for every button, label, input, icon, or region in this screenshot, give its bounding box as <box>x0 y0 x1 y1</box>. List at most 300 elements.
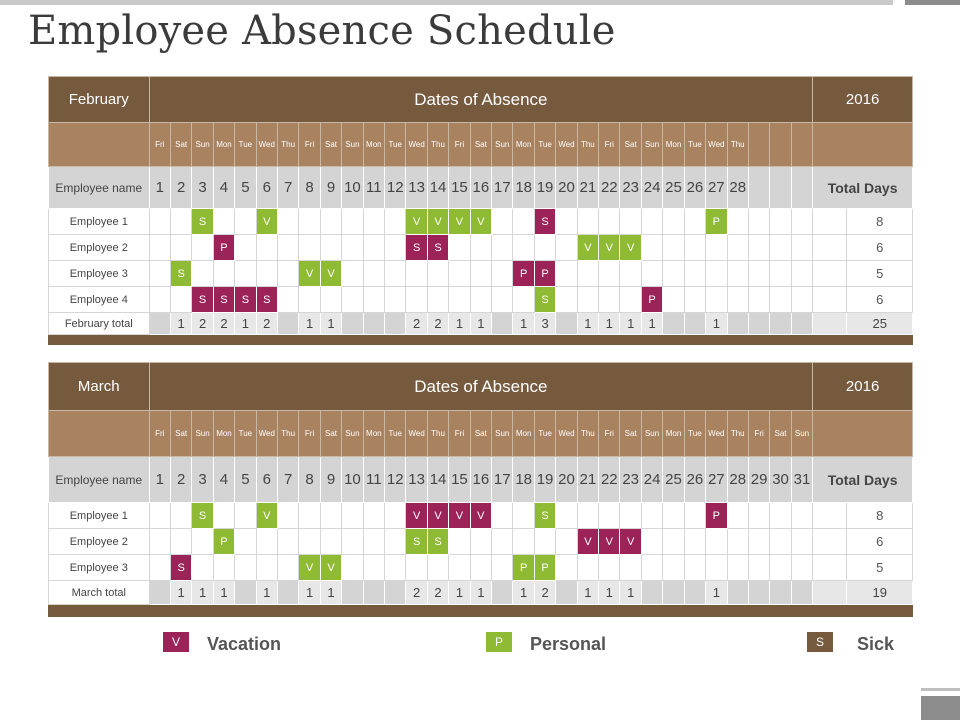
day-number: 21 <box>577 167 598 209</box>
vacation-legend-label: Vacation <box>207 634 282 654</box>
absence-mark[interactable]: V <box>320 555 341 581</box>
absence-mark[interactable]: V <box>470 209 491 235</box>
day-number: 18 <box>513 167 534 209</box>
absence-cell[interactable] <box>170 503 191 529</box>
absence-mark[interactable]: S <box>235 287 256 313</box>
weekday-cell: Wed <box>256 123 277 167</box>
absence-cell[interactable] <box>363 503 384 529</box>
absence-cell[interactable] <box>663 287 684 313</box>
absence-cell[interactable] <box>427 261 448 287</box>
weekday-cell: Sat <box>470 123 491 167</box>
employee-row <box>49 287 913 313</box>
absence-cell[interactable] <box>791 261 813 287</box>
row-spacer <box>813 313 847 335</box>
absence-mark[interactable]: V <box>427 209 448 235</box>
absence-cell[interactable] <box>706 555 727 581</box>
absence-cell[interactable] <box>342 529 363 555</box>
absence-cell[interactable] <box>299 529 320 555</box>
absence-cell[interactable] <box>320 235 341 261</box>
absence-cell[interactable] <box>492 529 513 555</box>
absence-mark[interactable]: P <box>641 287 662 313</box>
absence-cell[interactable] <box>213 209 234 235</box>
absence-cell[interactable] <box>513 209 534 235</box>
absence-cell[interactable] <box>706 287 727 313</box>
absence-cell[interactable] <box>663 261 684 287</box>
absence-mark[interactable]: V <box>256 209 277 235</box>
absence-mark[interactable]: V <box>449 209 470 235</box>
absence-cell[interactable] <box>556 529 577 555</box>
absence-cell[interactable] <box>149 261 170 287</box>
absence-cell[interactable] <box>791 287 813 313</box>
absence-cell[interactable] <box>791 235 813 261</box>
day-number: 5 <box>235 457 256 503</box>
absence-mark[interactable]: P <box>213 529 234 555</box>
weekday-cell: Mon <box>513 123 534 167</box>
absence-cell[interactable] <box>342 287 363 313</box>
absence-cell[interactable] <box>470 287 491 313</box>
absence-cell[interactable] <box>256 235 277 261</box>
absence-cell[interactable] <box>492 261 513 287</box>
day-total: 1 <box>470 313 491 335</box>
absence-mark[interactable]: V <box>620 235 641 261</box>
absence-mark[interactable]: P <box>513 555 534 581</box>
absence-mark[interactable]: P <box>706 209 727 235</box>
absence-cell[interactable] <box>277 555 298 581</box>
absence-cell[interactable] <box>256 555 277 581</box>
absence-cell[interactable] <box>320 209 341 235</box>
absence-cell[interactable] <box>363 235 384 261</box>
absence-cell[interactable] <box>770 555 791 581</box>
absence-cell[interactable] <box>577 261 598 287</box>
absence-cell[interactable] <box>770 235 791 261</box>
day-number: 19 <box>534 167 555 209</box>
day-total <box>748 581 769 605</box>
absence-cell[interactable] <box>663 235 684 261</box>
absence-cell[interactable] <box>192 235 213 261</box>
absence-cell[interactable] <box>706 529 727 555</box>
absence-mark[interactable]: S <box>534 503 555 529</box>
absence-cell[interactable] <box>363 261 384 287</box>
absence-cell[interactable] <box>449 287 470 313</box>
absence-cell[interactable] <box>149 529 170 555</box>
absence-cell[interactable] <box>556 235 577 261</box>
absence-cell[interactable] <box>770 287 791 313</box>
absence-cell[interactable] <box>235 529 256 555</box>
absence-mark[interactable]: S <box>534 287 555 313</box>
absence-mark[interactable]: V <box>406 503 427 529</box>
absence-mark[interactable]: V <box>299 555 320 581</box>
month-header-row <box>49 363 913 411</box>
weekday-cell: Fri <box>599 411 620 457</box>
absence-cell[interactable] <box>599 555 620 581</box>
absence-cell[interactable] <box>149 235 170 261</box>
absence-cell[interactable] <box>492 287 513 313</box>
absence-mark[interactable]: V <box>449 503 470 529</box>
employee-row <box>49 529 913 555</box>
absence-cell[interactable] <box>385 555 406 581</box>
absence-cell[interactable] <box>213 261 234 287</box>
absence-mark[interactable]: S <box>192 503 213 529</box>
absence-mark[interactable]: P <box>534 555 555 581</box>
absence-cell[interactable] <box>748 555 769 581</box>
absence-cell[interactable] <box>791 555 813 581</box>
absence-cell[interactable] <box>641 529 662 555</box>
absence-cell[interactable] <box>727 555 748 581</box>
absence-cell[interactable] <box>149 209 170 235</box>
absence-cell[interactable] <box>192 529 213 555</box>
absence-cell[interactable] <box>170 529 191 555</box>
absence-cell[interactable] <box>149 555 170 581</box>
absence-cell[interactable] <box>684 209 705 235</box>
absence-cell[interactable] <box>299 287 320 313</box>
absence-cell[interactable] <box>748 287 769 313</box>
absence-mark[interactable]: S <box>534 209 555 235</box>
absence-cell[interactable] <box>277 261 298 287</box>
absence-mark[interactable]: V <box>256 503 277 529</box>
absence-mark[interactable]: S <box>213 287 234 313</box>
day-number: 2 <box>170 167 191 209</box>
absence-cell[interactable] <box>320 529 341 555</box>
month-total-label: February total <box>49 313 150 335</box>
day-total: 1 <box>513 581 534 605</box>
employee-name: Employee 3 <box>49 261 150 287</box>
absence-cell[interactable] <box>791 529 813 555</box>
absence-cell[interactable] <box>641 555 662 581</box>
absence-cell[interactable] <box>791 503 813 529</box>
absence-cell[interactable] <box>577 209 598 235</box>
absence-cell[interactable] <box>470 555 491 581</box>
absence-cell[interactable] <box>748 235 769 261</box>
row-spacer <box>813 209 847 235</box>
absence-cell[interactable] <box>170 287 191 313</box>
absence-mark[interactable]: S <box>427 529 448 555</box>
absence-cell[interactable] <box>492 503 513 529</box>
weekday-cell: Fri <box>149 123 170 167</box>
absence-cell[interactable] <box>235 209 256 235</box>
absence-cell[interactable] <box>277 529 298 555</box>
day-number: 3 <box>192 457 213 503</box>
absence-cell[interactable] <box>684 503 705 529</box>
weekday-cell: Tue <box>534 123 555 167</box>
day-total: 1 <box>706 581 727 605</box>
absence-cell[interactable] <box>449 555 470 581</box>
absence-cell[interactable] <box>385 503 406 529</box>
absence-mark[interactable]: V <box>299 261 320 287</box>
absence-cell[interactable] <box>641 261 662 287</box>
day-total <box>684 313 705 335</box>
absence-cell[interactable] <box>684 287 705 313</box>
row-spacer <box>813 529 847 555</box>
absence-cell[interactable] <box>235 261 256 287</box>
absence-cell[interactable] <box>748 209 769 235</box>
weekday-cell: Mon <box>213 123 234 167</box>
absence-mark[interactable]: V <box>406 209 427 235</box>
employee-name: Employee 1 <box>49 209 150 235</box>
absence-cell[interactable] <box>363 555 384 581</box>
february-absence-table <box>48 76 913 345</box>
absence-cell[interactable] <box>342 261 363 287</box>
absence-cell[interactable] <box>599 209 620 235</box>
employee-total-days: 5 <box>847 555 913 581</box>
absence-mark[interactable]: S <box>192 287 213 313</box>
absence-cell[interactable] <box>663 209 684 235</box>
employee-name: Employee 4 <box>49 287 150 313</box>
absence-cell[interactable] <box>449 529 470 555</box>
absence-cell[interactable] <box>470 235 491 261</box>
absence-mark[interactable]: V <box>599 529 620 555</box>
day-number: 25 <box>663 167 684 209</box>
absence-cell[interactable] <box>770 209 791 235</box>
absence-mark[interactable]: S <box>427 235 448 261</box>
absence-cell[interactable] <box>406 261 427 287</box>
day-number: 9 <box>320 167 341 209</box>
absence-cell[interactable] <box>320 503 341 529</box>
day-number: 2 <box>170 457 191 503</box>
absence-cell[interactable] <box>770 261 791 287</box>
absence-cell[interactable] <box>342 503 363 529</box>
absence-cell[interactable] <box>748 261 769 287</box>
absence-cell[interactable] <box>470 261 491 287</box>
day-number: 24 <box>641 167 662 209</box>
absence-cell[interactable] <box>213 555 234 581</box>
absence-cell[interactable] <box>192 555 213 581</box>
absence-cell[interactable] <box>363 209 384 235</box>
absence-cell[interactable] <box>599 261 620 287</box>
absence-cell[interactable] <box>492 209 513 235</box>
absence-cell[interactable] <box>406 287 427 313</box>
absence-cell[interactable] <box>149 287 170 313</box>
absence-cell[interactable] <box>577 503 598 529</box>
absence-cell[interactable] <box>277 235 298 261</box>
weekday-cell: Wed <box>406 411 427 457</box>
absence-cell[interactable] <box>663 529 684 555</box>
absence-cell[interactable] <box>192 261 213 287</box>
day-total: 2 <box>256 313 277 335</box>
absence-mark[interactable]: S <box>170 555 191 581</box>
absence-cell[interactable] <box>727 235 748 261</box>
page-title: Employee Absence Schedule <box>28 8 616 54</box>
weekday-cell: Tue <box>385 123 406 167</box>
absence-cell[interactable] <box>320 287 341 313</box>
weekday-cell: Wed <box>556 411 577 457</box>
absence-cell[interactable] <box>641 235 662 261</box>
absence-cell[interactable] <box>663 503 684 529</box>
month-total-days: 25 <box>847 313 913 335</box>
absence-cell[interactable] <box>513 287 534 313</box>
absence-cell[interactable] <box>556 209 577 235</box>
day-total: 2 <box>534 581 555 605</box>
absence-cell[interactable] <box>513 529 534 555</box>
employee-total-days: 8 <box>847 503 913 529</box>
absence-cell[interactable] <box>727 287 748 313</box>
absence-cell[interactable] <box>620 555 641 581</box>
absence-cell[interactable] <box>577 555 598 581</box>
absence-cell[interactable] <box>299 209 320 235</box>
absence-cell[interactable] <box>641 503 662 529</box>
absence-cell[interactable] <box>791 209 813 235</box>
absence-cell[interactable] <box>620 261 641 287</box>
weekday-cell: Thu <box>427 411 448 457</box>
day-number: 18 <box>513 457 534 503</box>
weekday-cell: Sat <box>620 123 641 167</box>
weekday-cell: Thu <box>577 411 598 457</box>
absence-mark[interactable]: S <box>170 261 191 287</box>
absence-cell[interactable] <box>620 287 641 313</box>
absence-mark[interactable]: P <box>213 235 234 261</box>
absence-cell[interactable] <box>170 209 191 235</box>
day-number: 14 <box>427 167 448 209</box>
absence-cell[interactable] <box>684 261 705 287</box>
absence-cell[interactable] <box>727 529 748 555</box>
absence-mark[interactable]: V <box>320 261 341 287</box>
personal-legend-label: Personal <box>530 634 607 654</box>
absence-mark[interactable]: V <box>620 529 641 555</box>
absence-cell[interactable] <box>427 287 448 313</box>
personal-legend-swatch: P <box>486 632 512 652</box>
day-number: 28 <box>727 167 748 209</box>
day-total: 1 <box>299 581 320 605</box>
absence-cell[interactable] <box>770 503 791 529</box>
absence-cell[interactable] <box>556 287 577 313</box>
day-number: 30 <box>770 457 791 503</box>
day-number: 23 <box>620 167 641 209</box>
absence-cell[interactable] <box>363 529 384 555</box>
absence-cell[interactable] <box>620 209 641 235</box>
absence-cell[interactable] <box>556 503 577 529</box>
absence-cell[interactable] <box>770 529 791 555</box>
absence-cell[interactable] <box>684 235 705 261</box>
day-number: 17 <box>492 457 513 503</box>
weekday-cell: Sat <box>320 123 341 167</box>
absence-cell[interactable] <box>363 287 384 313</box>
absence-cell[interactable] <box>534 529 555 555</box>
absence-cell[interactable] <box>599 503 620 529</box>
day-number: 26 <box>684 457 705 503</box>
absence-cell[interactable] <box>706 235 727 261</box>
absence-cell[interactable] <box>470 529 491 555</box>
absence-cell[interactable] <box>277 503 298 529</box>
weekday-cell: Wed <box>406 123 427 167</box>
day-number: 11 <box>363 167 384 209</box>
absence-mark[interactable]: P <box>513 261 534 287</box>
absence-cell[interactable] <box>684 555 705 581</box>
day-total <box>342 313 363 335</box>
absence-cell[interactable] <box>235 555 256 581</box>
absence-cell[interactable] <box>299 235 320 261</box>
row-spacer <box>813 503 847 529</box>
absence-cell[interactable] <box>492 235 513 261</box>
absence-mark[interactable]: S <box>256 287 277 313</box>
absence-cell[interactable] <box>170 235 191 261</box>
absence-mark[interactable]: S <box>406 529 427 555</box>
day-total <box>641 581 662 605</box>
day-number: 6 <box>256 167 277 209</box>
absence-cell[interactable] <box>385 235 406 261</box>
absence-cell[interactable] <box>256 529 277 555</box>
absence-cell[interactable] <box>706 261 727 287</box>
day-number: 23 <box>620 457 641 503</box>
row-spacer <box>813 261 847 287</box>
absence-cell[interactable] <box>513 503 534 529</box>
sick-legend-label: Sick <box>857 634 895 654</box>
absence-cell[interactable] <box>620 503 641 529</box>
absence-cell[interactable] <box>727 209 748 235</box>
absence-mark[interactable]: S <box>406 235 427 261</box>
absence-cell[interactable] <box>385 287 406 313</box>
weekday-cell: Mon <box>363 411 384 457</box>
absence-cell[interactable] <box>342 209 363 235</box>
absence-cell[interactable] <box>556 555 577 581</box>
absence-mark[interactable]: V <box>599 235 620 261</box>
absence-cell[interactable] <box>256 261 277 287</box>
absence-cell[interactable] <box>342 555 363 581</box>
absence-cell[interactable] <box>235 235 256 261</box>
absence-mark[interactable]: S <box>192 209 213 235</box>
absence-cell[interactable] <box>748 529 769 555</box>
absence-cell[interactable] <box>663 555 684 581</box>
absence-cell[interactable] <box>385 209 406 235</box>
absence-cell[interactable] <box>727 261 748 287</box>
weekday-cell: Sat <box>170 411 191 457</box>
absence-mark[interactable]: P <box>706 503 727 529</box>
absence-cell[interactable] <box>385 529 406 555</box>
absence-cell[interactable] <box>299 503 320 529</box>
absence-cell[interactable] <box>641 209 662 235</box>
absence-cell[interactable] <box>385 261 406 287</box>
absence-cell[interactable] <box>406 555 427 581</box>
absence-cell[interactable] <box>599 287 620 313</box>
absence-cell[interactable] <box>213 503 234 529</box>
day-number: 20 <box>556 167 577 209</box>
weekday-cell: Tue <box>684 123 705 167</box>
absence-mark[interactable]: V <box>577 529 598 555</box>
day-total <box>727 313 748 335</box>
absence-mark[interactable]: V <box>470 503 491 529</box>
day-number: 25 <box>663 457 684 503</box>
day-total: 2 <box>406 313 427 335</box>
absence-mark[interactable]: P <box>534 261 555 287</box>
absence-cell[interactable] <box>577 287 598 313</box>
absence-mark[interactable]: V <box>577 235 598 261</box>
weekday-cell: Sat <box>320 411 341 457</box>
absence-cell[interactable] <box>277 209 298 235</box>
absence-cell[interactable] <box>149 503 170 529</box>
day-number: 5 <box>235 167 256 209</box>
absence-cell[interactable] <box>748 503 769 529</box>
month-label: February <box>49 77 150 123</box>
footer-band <box>49 335 913 345</box>
absence-cell[interactable] <box>427 555 448 581</box>
employee-name: Employee 2 <box>49 529 150 555</box>
day-number: 10 <box>342 457 363 503</box>
absence-cell[interactable] <box>449 235 470 261</box>
absence-cell[interactable] <box>556 261 577 287</box>
absence-cell[interactable] <box>727 503 748 529</box>
absence-cell[interactable] <box>684 529 705 555</box>
month-total-row <box>49 313 913 335</box>
day-total: 1 <box>320 313 341 335</box>
day-total: 3 <box>534 313 555 335</box>
absence-mark[interactable]: V <box>427 503 448 529</box>
absence-cell[interactable] <box>513 235 534 261</box>
row-spacer <box>813 581 847 605</box>
absence-cell[interactable] <box>342 235 363 261</box>
absence-cell[interactable] <box>492 555 513 581</box>
absence-cell[interactable] <box>277 287 298 313</box>
absence-cell[interactable] <box>449 261 470 287</box>
absence-cell[interactable] <box>534 235 555 261</box>
absence-cell[interactable] <box>235 503 256 529</box>
